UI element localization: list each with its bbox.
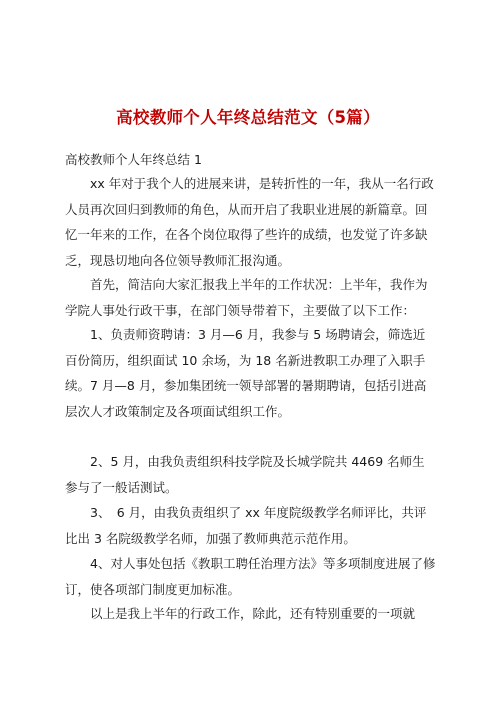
document-title: 高校教师个人年终总结范文（5篇） (116, 108, 380, 127)
paragraph-intro: xx 年对于我个人的进展来讲，是转折性的一年，我从一名行政人员再次回归到教师的角色，从而开启了我职业进展的新篇章。回忆一年来的工作，在各个岗位取得了些许的成绩，也发觉了许多缺乏，现恳切地向各位领导教师汇报沟通。 (65, 176, 434, 268)
paragraph-item-1: 1、负责师资聘请：3 月—6 月，我参与 5 场聘请会，筛选近百份简历，组织面试 10 余场，为 18 名新进教职工办理了入职手续。7 月—8 月，参加集团统一领导部署的暑期聘请，包括引进高层次人才政策制定及各项面试组织工作。 (65, 327, 427, 419)
paragraph-closing: 以上是我上半年的行政工作，除此，还有特别重要的一项就 (90, 606, 416, 621)
paragraph-item-3: 3、 6 月，由我负责组织了 xx 年度院级教学名师评比，共评比出 3 名院级教学名师，加强了教师典范示范作用。 (65, 505, 427, 546)
paragraph-item-2: 2、5 月，由我负责组织科技学院及长城学院共 4469 名师生参与了一般话测试。 (65, 454, 425, 495)
paragraph-summary-lead: 首先，简洁向大家汇报我上半年的工作状况：上半年，我作为学院人事处行政干事，在部门领导带着下，主要做了以下工作： (65, 277, 428, 318)
paragraph-item-4: 4、对人事处包括《教职工聘任治理方法》等多项制度进展了修订，使各项部门制度更加标准。 (65, 556, 436, 597)
document-subtitle: 高校教师个人年终总结 1 (65, 152, 202, 167)
